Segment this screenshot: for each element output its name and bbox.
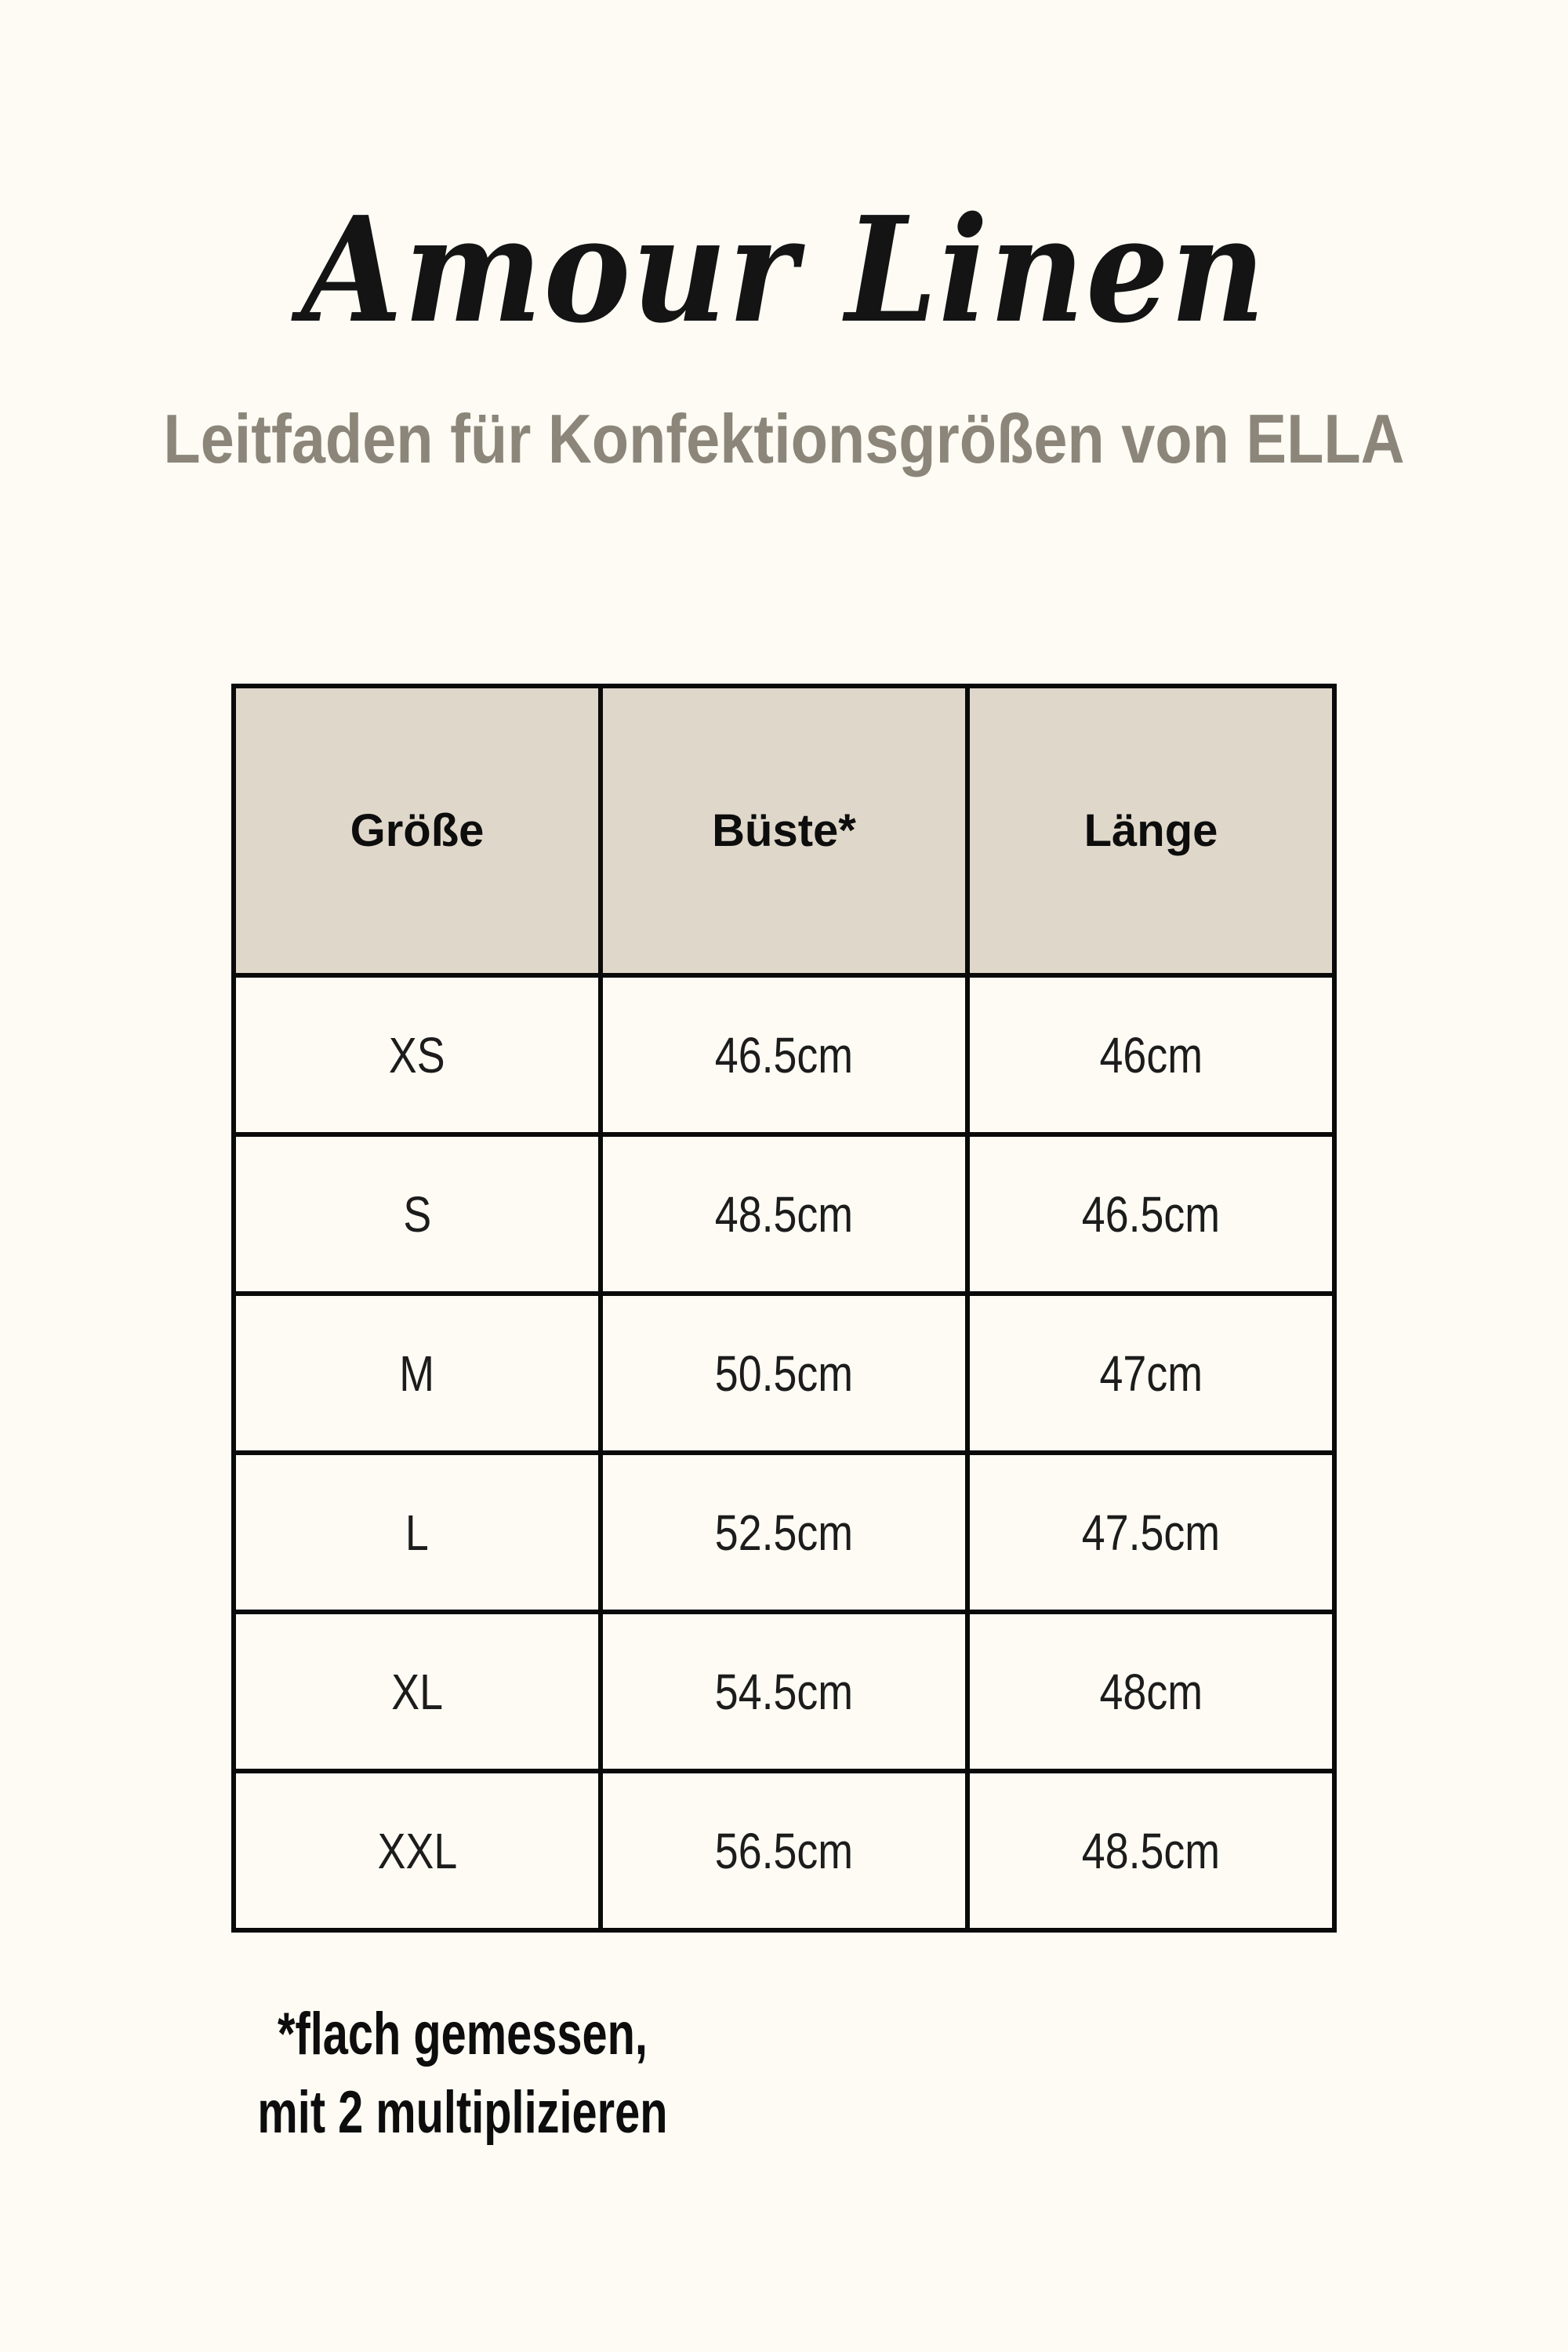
length-cell: 47cm [967,1294,1334,1453]
table-row [234,1453,1334,1612]
table-row [234,1134,1334,1294]
bust-cell: 46.5cm [601,975,967,1134]
measurement-footnote [224,1995,701,2152]
bust-cell: 54.5cm [601,1612,967,1771]
table-row [234,1294,1334,1453]
size-table [231,684,1337,1933]
brand-logo: Amour Linen [301,184,1267,355]
size-cell: XS [234,975,601,1134]
page-title: Leitfaden für Konfektionsgrößen von ELLA [163,400,1405,477]
length-cell: 48cm [967,1612,1334,1771]
column-header-size: Größe [234,686,601,975]
length-cell: 46cm [967,975,1334,1134]
size-cell: XL [234,1612,601,1771]
column-header-bust: Büste* [601,686,967,975]
table-row [234,975,1334,1134]
size-cell: L [234,1453,601,1612]
table-header-row [234,686,1334,975]
bust-cell: 52.5cm [601,1453,967,1612]
table-row [234,1771,1334,1930]
footnote-line-1: *flach gemessen, [278,2001,648,2067]
bust-cell: 56.5cm [601,1771,967,1930]
column-header-length: Länge [967,686,1334,975]
length-cell: 47.5cm [967,1453,1334,1612]
length-cell: 48.5cm [967,1771,1334,1930]
table-row [234,1612,1334,1771]
length-cell: 46.5cm [967,1134,1334,1294]
bust-cell: 48.5cm [601,1134,967,1294]
bust-cell: 50.5cm [601,1294,967,1453]
size-cell: M [234,1294,601,1453]
size-cell: S [234,1134,601,1294]
footnote-line-2: mit 2 multiplizieren [257,2079,668,2146]
size-cell: XXL [234,1771,601,1930]
